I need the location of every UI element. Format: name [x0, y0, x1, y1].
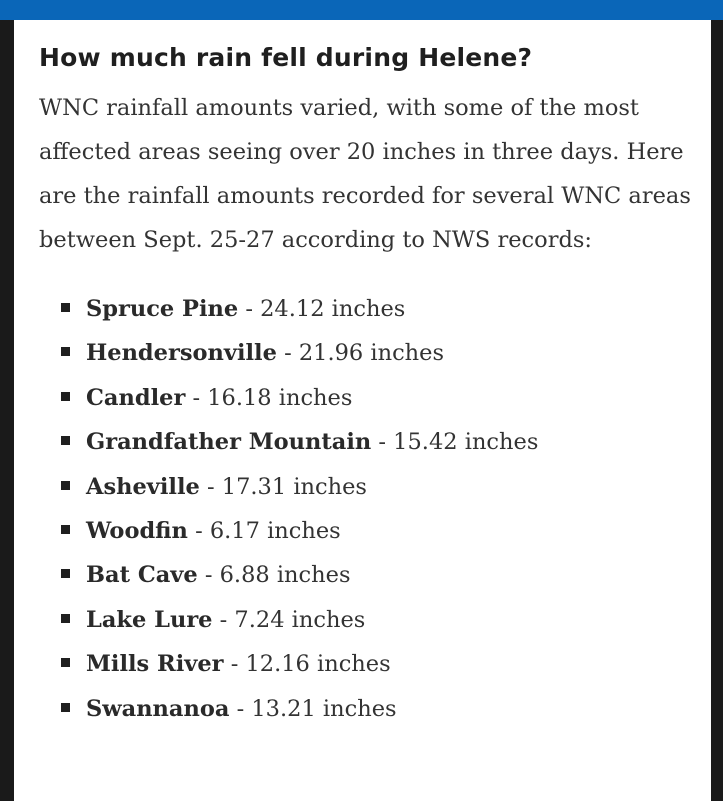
bullet-icon	[61, 614, 70, 623]
rainfall-amount: - 6.17 inches	[195, 518, 341, 545]
place-name: Asheville	[86, 473, 200, 500]
bullet-icon	[61, 392, 70, 401]
rainfall-amount: - 24.12 inches	[245, 296, 406, 322]
list-item	[39, 642, 711, 686]
bullet-icon	[61, 436, 70, 445]
top-accent-bar	[0, 0, 723, 20]
article-card	[14, 20, 711, 801]
place-name: Hendersonville	[86, 340, 277, 367]
list-item	[39, 598, 711, 642]
article-intro: WNC rainfall amounts varied, with some of the most affected areas seeing over 20 inches in three days. Here are the rainfall amounts recorded for several WNC areas between Sept. 25-27 according to NWS records:	[39, 95, 691, 253]
rainfall-amount: - 7.24 inches	[219, 606, 366, 633]
place-name: Woodfin	[86, 518, 188, 545]
place-name: Spruce Pine	[86, 296, 239, 322]
place-name: Mills River	[86, 651, 224, 678]
list-item	[39, 509, 711, 553]
rainfall-amount: - 21.96 inches	[284, 340, 445, 367]
bullet-icon	[61, 481, 70, 490]
place-name: Lake Lure	[86, 606, 213, 633]
bullet-icon	[61, 658, 70, 667]
place-name: Candler	[86, 384, 186, 411]
place-name: Grandfather Mountain	[86, 429, 372, 456]
bullet-icon	[61, 347, 70, 356]
bullet-icon	[61, 303, 70, 312]
rainfall-list	[39, 287, 711, 731]
rainfall-amount: - 17.31 inches	[207, 473, 367, 500]
article-headline: How much rain fell during Helene?	[39, 43, 533, 72]
list-item	[39, 287, 711, 331]
bullet-icon	[61, 703, 70, 712]
rainfall-amount: - 15.42 inches	[378, 429, 539, 456]
place-name: Swannanoa	[86, 695, 230, 722]
list-item	[39, 553, 711, 597]
rainfall-amount: - 16.18 inches	[192, 384, 353, 411]
list-item	[39, 687, 711, 731]
list-item	[39, 376, 711, 420]
rainfall-amount: - 6.88 inches	[204, 562, 351, 589]
place-name: Bat Cave	[86, 562, 198, 589]
list-item	[39, 420, 711, 464]
list-item	[39, 465, 711, 509]
rainfall-amount: - 12.16 inches	[230, 651, 391, 678]
rainfall-amount: - 13.21 inches	[236, 695, 397, 722]
bullet-icon	[61, 569, 70, 578]
bullet-icon	[61, 525, 70, 534]
list-item	[39, 331, 711, 375]
